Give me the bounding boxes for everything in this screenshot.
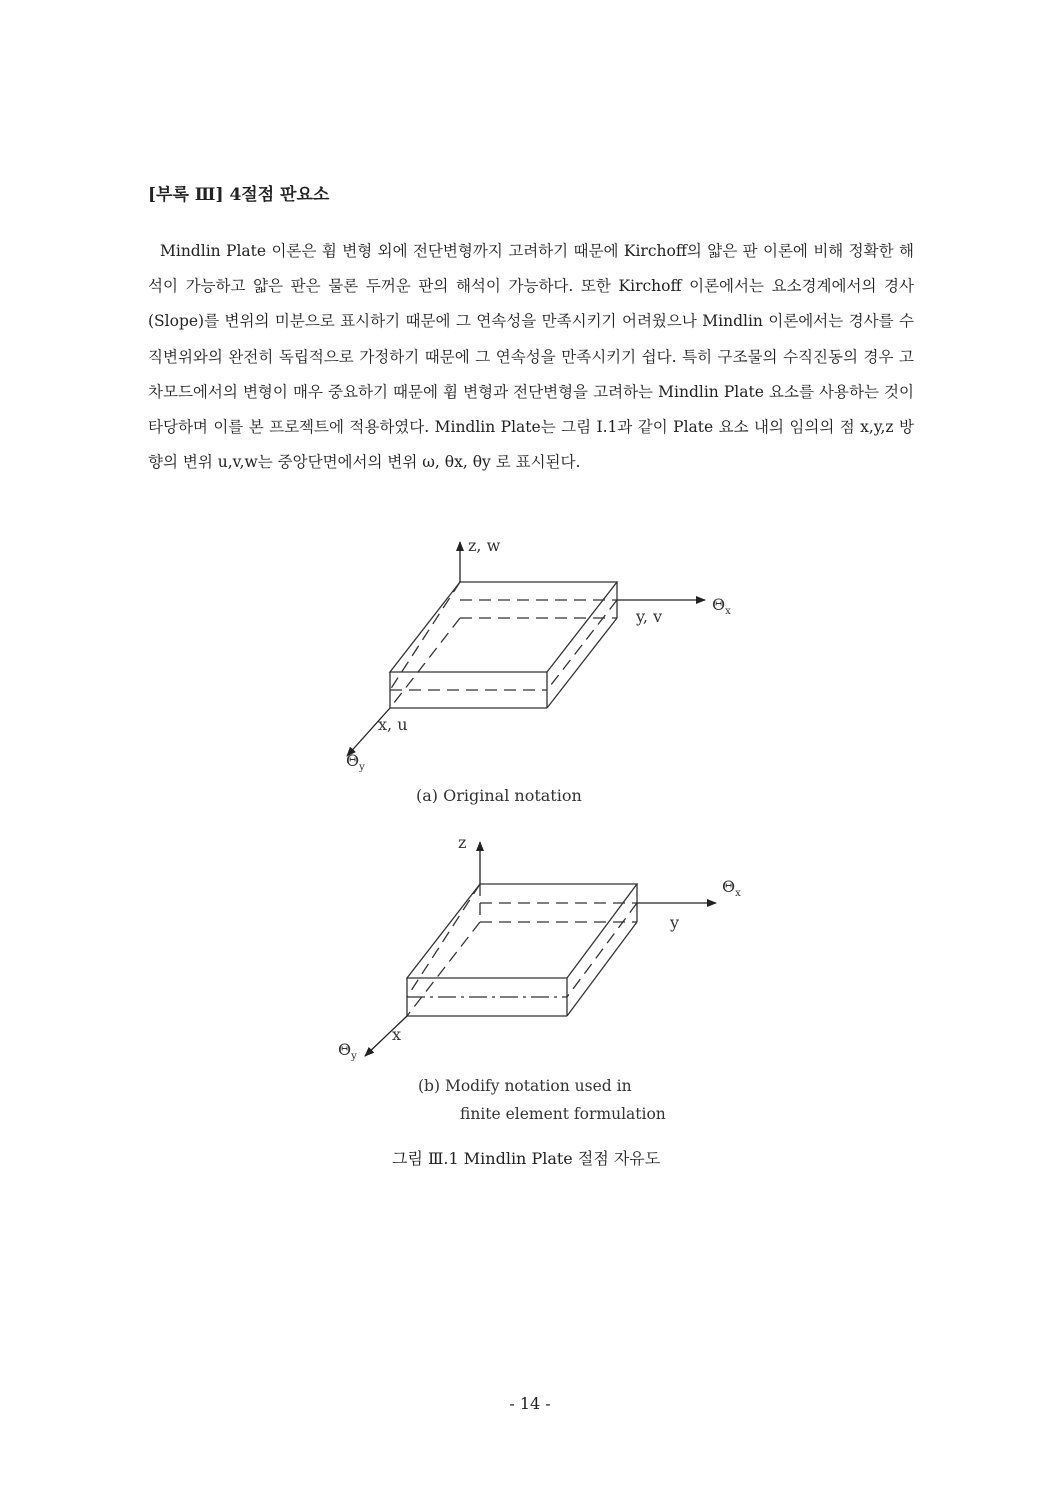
- fig-b-theta-x-label: $\Theta_x$: [722, 877, 741, 899]
- fig-a-z-label: z, w: [468, 536, 501, 555]
- fig-a-theta-y-label: $\Theta_y$: [346, 751, 365, 773]
- body-paragraph: Mindlin Plate 이론은 휨 변형 외에 전단변형까지 고려하기 때문에 Kirchoff의 얇은 판 이론에 비해 정확한 해석이 가능하고 얇은 판은 물론 두꺼운 판의 해석이 가능하다. 또한 Kirchoff 이론에서는 요소경계에서의 경사(Slope)를 변위의 미분으로 표시하기 때문에 그 연속성을 만족시키기 어려웠으나 Mindlin 이론에서는 경사를 수직변위와의 완전히 독립적으로 가정하기 때문에 그 연속성을 만족시키기 쉽다. 특히 구조물의 수직진동의 경우 고차모드에서의 변형이 매우 중요하기 때문에 휨 변형과 전단변형을 고려하는 Mindlin Plate 요소를 사용하는 것이 타당하며 이를 본 프로젝트에 적용하였다. Mindlin Plate는 그림 I.1과 같이 Plate 요소 내의 임의의 점 x,y,z 방향의 변위 u,v,w는 중앙단면에서의 변위 ω, θx, θy 로 표시된다.: [148, 242, 914, 472]
- fig-b-x-label: x: [392, 1025, 402, 1044]
- fig-b-y-label: y: [670, 913, 680, 932]
- fig-b-z-label: z: [458, 833, 467, 852]
- fig-b-theta-y-label: $\Theta_y$: [338, 1040, 357, 1062]
- page-number: - 14 -: [509, 1394, 551, 1413]
- fig-a-y-label: y, v: [636, 607, 663, 626]
- figure-b-caption-line2: finite element formulation: [460, 1105, 666, 1123]
- fig-a-x-label: x, u: [378, 715, 408, 734]
- figure-b-caption-line1: (b) Modify notation used in: [418, 1077, 632, 1095]
- figure-a-caption: (a) Original notation: [416, 786, 582, 805]
- fig-a-theta-x-label: $\Theta_x$: [712, 595, 731, 617]
- figure-b-diagram: [365, 842, 716, 1056]
- figure-caption: 그림 Ⅲ.1 Mindlin Plate 절점 자유도: [392, 1149, 661, 1168]
- section-heading: [부록 Ⅲ] 4절점 판요소: [148, 185, 330, 205]
